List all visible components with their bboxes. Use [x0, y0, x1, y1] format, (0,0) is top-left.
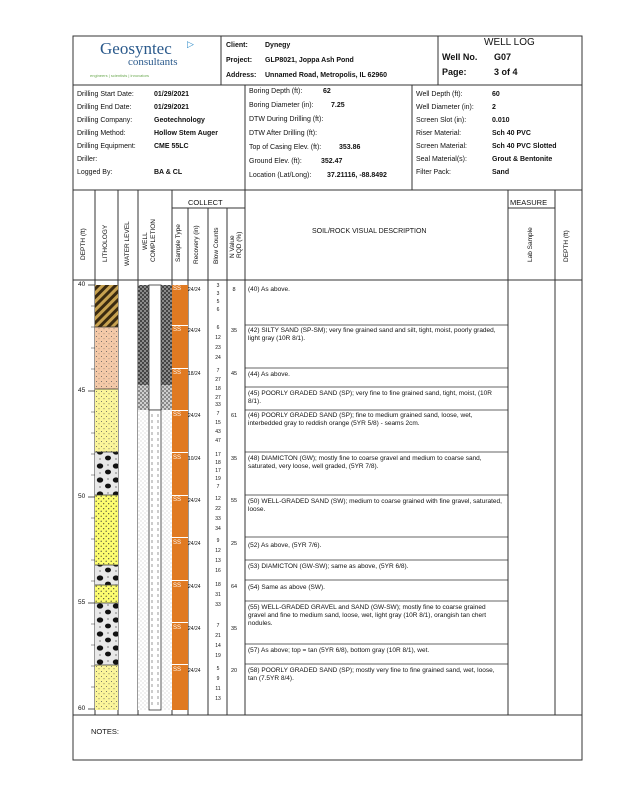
info-value: 37.21116, -88.8492 — [327, 172, 387, 179]
address-value: Unnamed Road, Metropolis, IL 62960 — [265, 72, 388, 79]
info-value: Hollow Stem Auger — [154, 130, 218, 137]
blow-count: 9 — [216, 538, 220, 544]
blow-count: 24 — [215, 355, 221, 361]
sample-recovery: 24/24 — [188, 626, 201, 632]
description: (40) As above. — [248, 286, 290, 293]
info-label: Drilling Start Date: — [77, 91, 134, 98]
n-value: 20 — [230, 668, 238, 674]
sample-recovery: 10/24 — [188, 456, 201, 462]
info-value: 352.47 — [321, 158, 343, 165]
info-label: Logged By: — [77, 169, 113, 176]
blow-count: 5 — [216, 666, 220, 672]
col-description: SOIL/ROCK VISUAL DESCRIPTION — [312, 228, 427, 235]
blow-count: 17 — [215, 452, 221, 458]
sample-type: SS — [173, 327, 182, 333]
sample-recovery: 24/24 — [188, 287, 201, 293]
info-value: 60 — [492, 91, 500, 98]
blow-count: 7 — [216, 411, 220, 417]
n-value: 35 — [230, 456, 238, 462]
sample-type: SS — [173, 540, 182, 546]
col-collect: COLLECT — [188, 198, 223, 207]
blow-count: 14 — [215, 643, 221, 649]
description: (46) POORLY GRADED SAND (SP); fine to medium grained sand, loose, wet, interbedded gray to reddish orange (5YR 5/8) - seams 2cm. — [248, 412, 473, 427]
blow-count: 7 — [216, 484, 220, 490]
blow-count: 12 — [215, 496, 221, 502]
company-logo — [88, 38, 213, 82]
n-value: 55 — [230, 498, 238, 504]
blow-count: 33 — [215, 516, 221, 522]
col-n-value: N Value — [229, 235, 236, 258]
client-value: Dynegy — [265, 42, 291, 49]
description: (52) As above, (5YR 7/6). — [248, 542, 322, 549]
n-value: 25 — [230, 541, 238, 547]
n-value: 35 — [230, 626, 238, 632]
info-value: 7.25 — [331, 102, 345, 109]
description: (57) As above; top = tan (5YR 6/8), bottom gray (10R 8/1), wet. — [248, 647, 430, 654]
blow-count: 12 — [215, 548, 221, 554]
blow-count: 12 — [215, 335, 221, 341]
blow-count: 18 — [215, 460, 221, 466]
info-label: Well Depth (ft): — [416, 91, 463, 98]
description: (48) DIAMICTON (GW); mostly fine to coarse gravel and medium to coarse sand, saturated, very loose, well graded, (5YR 7/8). — [248, 455, 482, 470]
blow-count: 3 — [216, 283, 220, 289]
info-label: Boring Depth (ft): — [249, 88, 303, 95]
blow-count: 21 — [215, 633, 221, 639]
info-label: Ground Elev. (ft): — [249, 158, 302, 165]
sample-type: SS — [173, 412, 182, 418]
info-label: DTW During Drilling (ft): — [249, 116, 324, 123]
col-water-level: WATER LEVEL — [124, 221, 131, 266]
company-tagline: engineers | scientists | innovators — [90, 73, 149, 78]
blow-count: 22 — [215, 506, 221, 512]
info-value: CME 55LC — [154, 143, 189, 150]
info-value: Grout & Bentonite — [492, 156, 553, 163]
info-value: Sch 40 PVC — [492, 130, 531, 137]
col-well-completion-1: WELL — [142, 232, 149, 250]
depth-label: 45 — [78, 387, 86, 394]
col-lithology: LITHOLOGY — [102, 224, 109, 262]
col-recovery: Recovery (in) — [193, 225, 200, 264]
blow-count: 7 — [216, 368, 220, 374]
sample-recovery: 24/24 — [188, 498, 201, 504]
depth-label: 50 — [78, 493, 86, 500]
description: (58) POORLY GRADED SAND (SP); mostly very fine to fine grained sand, wet, loose, tan (7.5YR 8/4). — [248, 667, 495, 682]
col-sample-type: Sample Type — [175, 224, 182, 262]
col-blow-counts: Blow Counts — [213, 227, 220, 264]
description: (42) SILTY SAND (SP-SM); very fine grained sand and silt, tight, moist, poorly graded, light gray (10R 8/1). — [248, 327, 496, 342]
info-value: Geotechnology — [154, 117, 205, 124]
blow-count: 11 — [215, 686, 221, 692]
sample-type: SS — [173, 455, 182, 461]
blow-count: 33 — [215, 402, 221, 408]
project-label: Project: — [226, 57, 253, 64]
col-rqd: RQD (%) — [236, 231, 243, 258]
info-value: 62 — [323, 88, 331, 95]
blow-count: 6 — [216, 325, 220, 331]
info-label: Drilling Company: — [77, 117, 133, 124]
info-label: Screen Slot (in): — [416, 117, 467, 124]
project-value: GLP8021, Joppa Ash Pond — [265, 57, 354, 64]
blow-count: 18 — [215, 582, 221, 588]
sample-recovery: 24/24 — [188, 668, 201, 674]
client-label: Client: — [226, 42, 248, 49]
info-value: 353.86 — [339, 144, 361, 151]
blow-count: 23 — [215, 345, 221, 351]
info-value: 01/29/2021 — [154, 91, 190, 98]
info-label: Filter Pack: — [416, 169, 452, 176]
info-label: Drilling End Date: — [77, 104, 132, 111]
description: (55) WELL-GRADED GRAVEL and SAND (GW-SW); mostly fine to coarse grained gravel and fine to medium sand, loose, wet, light gray (10R 8/1), orangish tan chert nodules. — [248, 604, 487, 627]
page-value: 3 of 4 — [494, 67, 518, 77]
blow-count: 5 — [216, 299, 220, 305]
notes-label: NOTES: — [91, 727, 119, 736]
description: (53) DIAMICTON (GW-SW); same as above, (5YR 6/8). — [248, 563, 409, 570]
depth-label: 40 — [78, 281, 86, 288]
log-title: WELL LOG — [484, 37, 535, 48]
description: (44) As above. — [248, 371, 290, 378]
description: (54) Same as above (SW). — [248, 584, 325, 591]
logo-arrow-icon: ▷ — [187, 39, 194, 49]
blow-count: 6 — [216, 307, 220, 313]
sample-type: SS — [173, 625, 182, 631]
info-label: Driller: — [77, 156, 98, 163]
info-value: BA & CL — [154, 169, 183, 176]
info-label: Screen Material: — [416, 143, 467, 150]
depth-label: 60 — [78, 705, 86, 712]
info-label: Top of Casing Elev. (ft): — [249, 144, 322, 151]
col-measure: MEASURE — [510, 198, 548, 207]
col-well-completion-2: COMPLETION — [150, 219, 157, 262]
blow-count: 16 — [215, 568, 221, 574]
blow-count: 27 — [215, 395, 221, 401]
blow-count: 9 — [216, 676, 220, 682]
info-value: 2 — [492, 104, 496, 111]
sample-type: SS — [173, 370, 182, 376]
address-label: Address: — [226, 72, 257, 79]
info-label: Location (Lat/Long): — [249, 172, 312, 179]
blow-count: 13 — [215, 696, 221, 702]
info-label: Drilling Equipment: — [77, 143, 136, 150]
page-label: Page: — [442, 67, 467, 77]
company-name: Geosyntec — [100, 39, 172, 58]
sample-recovery: 24/24 — [188, 584, 201, 590]
n-value: 45 — [230, 371, 238, 377]
info-label: DTW After Drilling (ft): — [249, 130, 318, 137]
blow-count: 43 — [215, 429, 221, 435]
sample-recovery: 24/24 — [188, 541, 201, 547]
n-value: 8 — [232, 287, 236, 293]
col-lab-sample: Lab Sample — [527, 227, 534, 262]
blow-count: 18 — [215, 386, 221, 392]
blow-count: 7 — [216, 623, 220, 629]
sample-recovery: 24/24 — [188, 413, 201, 419]
col-depth: DEPTH (ft) — [80, 228, 87, 260]
info-label: Seal Material(s): — [416, 156, 467, 163]
n-value: 35 — [230, 328, 238, 334]
sample-recovery: 18/24 — [188, 371, 201, 377]
blow-count: 34 — [215, 526, 221, 532]
sample-type: SS — [173, 583, 182, 589]
well-no-value: G07 — [494, 52, 512, 62]
info-label: Riser Material: — [416, 130, 462, 137]
blow-count: 15 — [215, 420, 221, 426]
info-label: Well Diameter (in): — [416, 104, 474, 111]
info-label: Boring Diameter (in): — [249, 102, 314, 109]
blow-count: 17 — [215, 468, 221, 474]
blow-count: 33 — [215, 602, 221, 608]
info-value: Sch 40 PVC Slotted — [492, 143, 557, 150]
info-value: 01/29/2021 — [154, 104, 190, 111]
depth-label: 55 — [78, 599, 86, 606]
info-value: Sand — [492, 169, 510, 176]
blow-count: 47 — [215, 438, 221, 444]
blow-count: 27 — [215, 377, 221, 383]
info-value: 0.010 — [492, 117, 510, 124]
sample-type: SS — [173, 497, 182, 503]
sample-type: SS — [173, 667, 182, 673]
description: (50) WELL-GRADED SAND (SW); medium to coarse grained with fine gravel, saturated, loose. — [248, 498, 502, 513]
blow-count: 19 — [215, 476, 221, 482]
blow-count: 3 — [216, 291, 220, 297]
blow-count: 19 — [215, 653, 221, 659]
blow-count: 31 — [215, 592, 221, 598]
sample-type: SS — [173, 286, 182, 292]
col-depth-right: DEPTH (ft) — [563, 230, 570, 262]
n-value: 64 — [230, 584, 238, 590]
blow-count: 13 — [215, 558, 221, 564]
well-no-label: Well No. — [442, 52, 478, 62]
info-label: Drilling Method: — [77, 130, 126, 137]
n-value: 61 — [230, 413, 238, 419]
company-subname: consultants — [128, 56, 178, 68]
sample-recovery: 24/24 — [188, 328, 201, 334]
description: (45) POORLY GRADED SAND (SP); very fine to fine grained sand, tight, moist, (10R 8/1). — [248, 390, 492, 405]
